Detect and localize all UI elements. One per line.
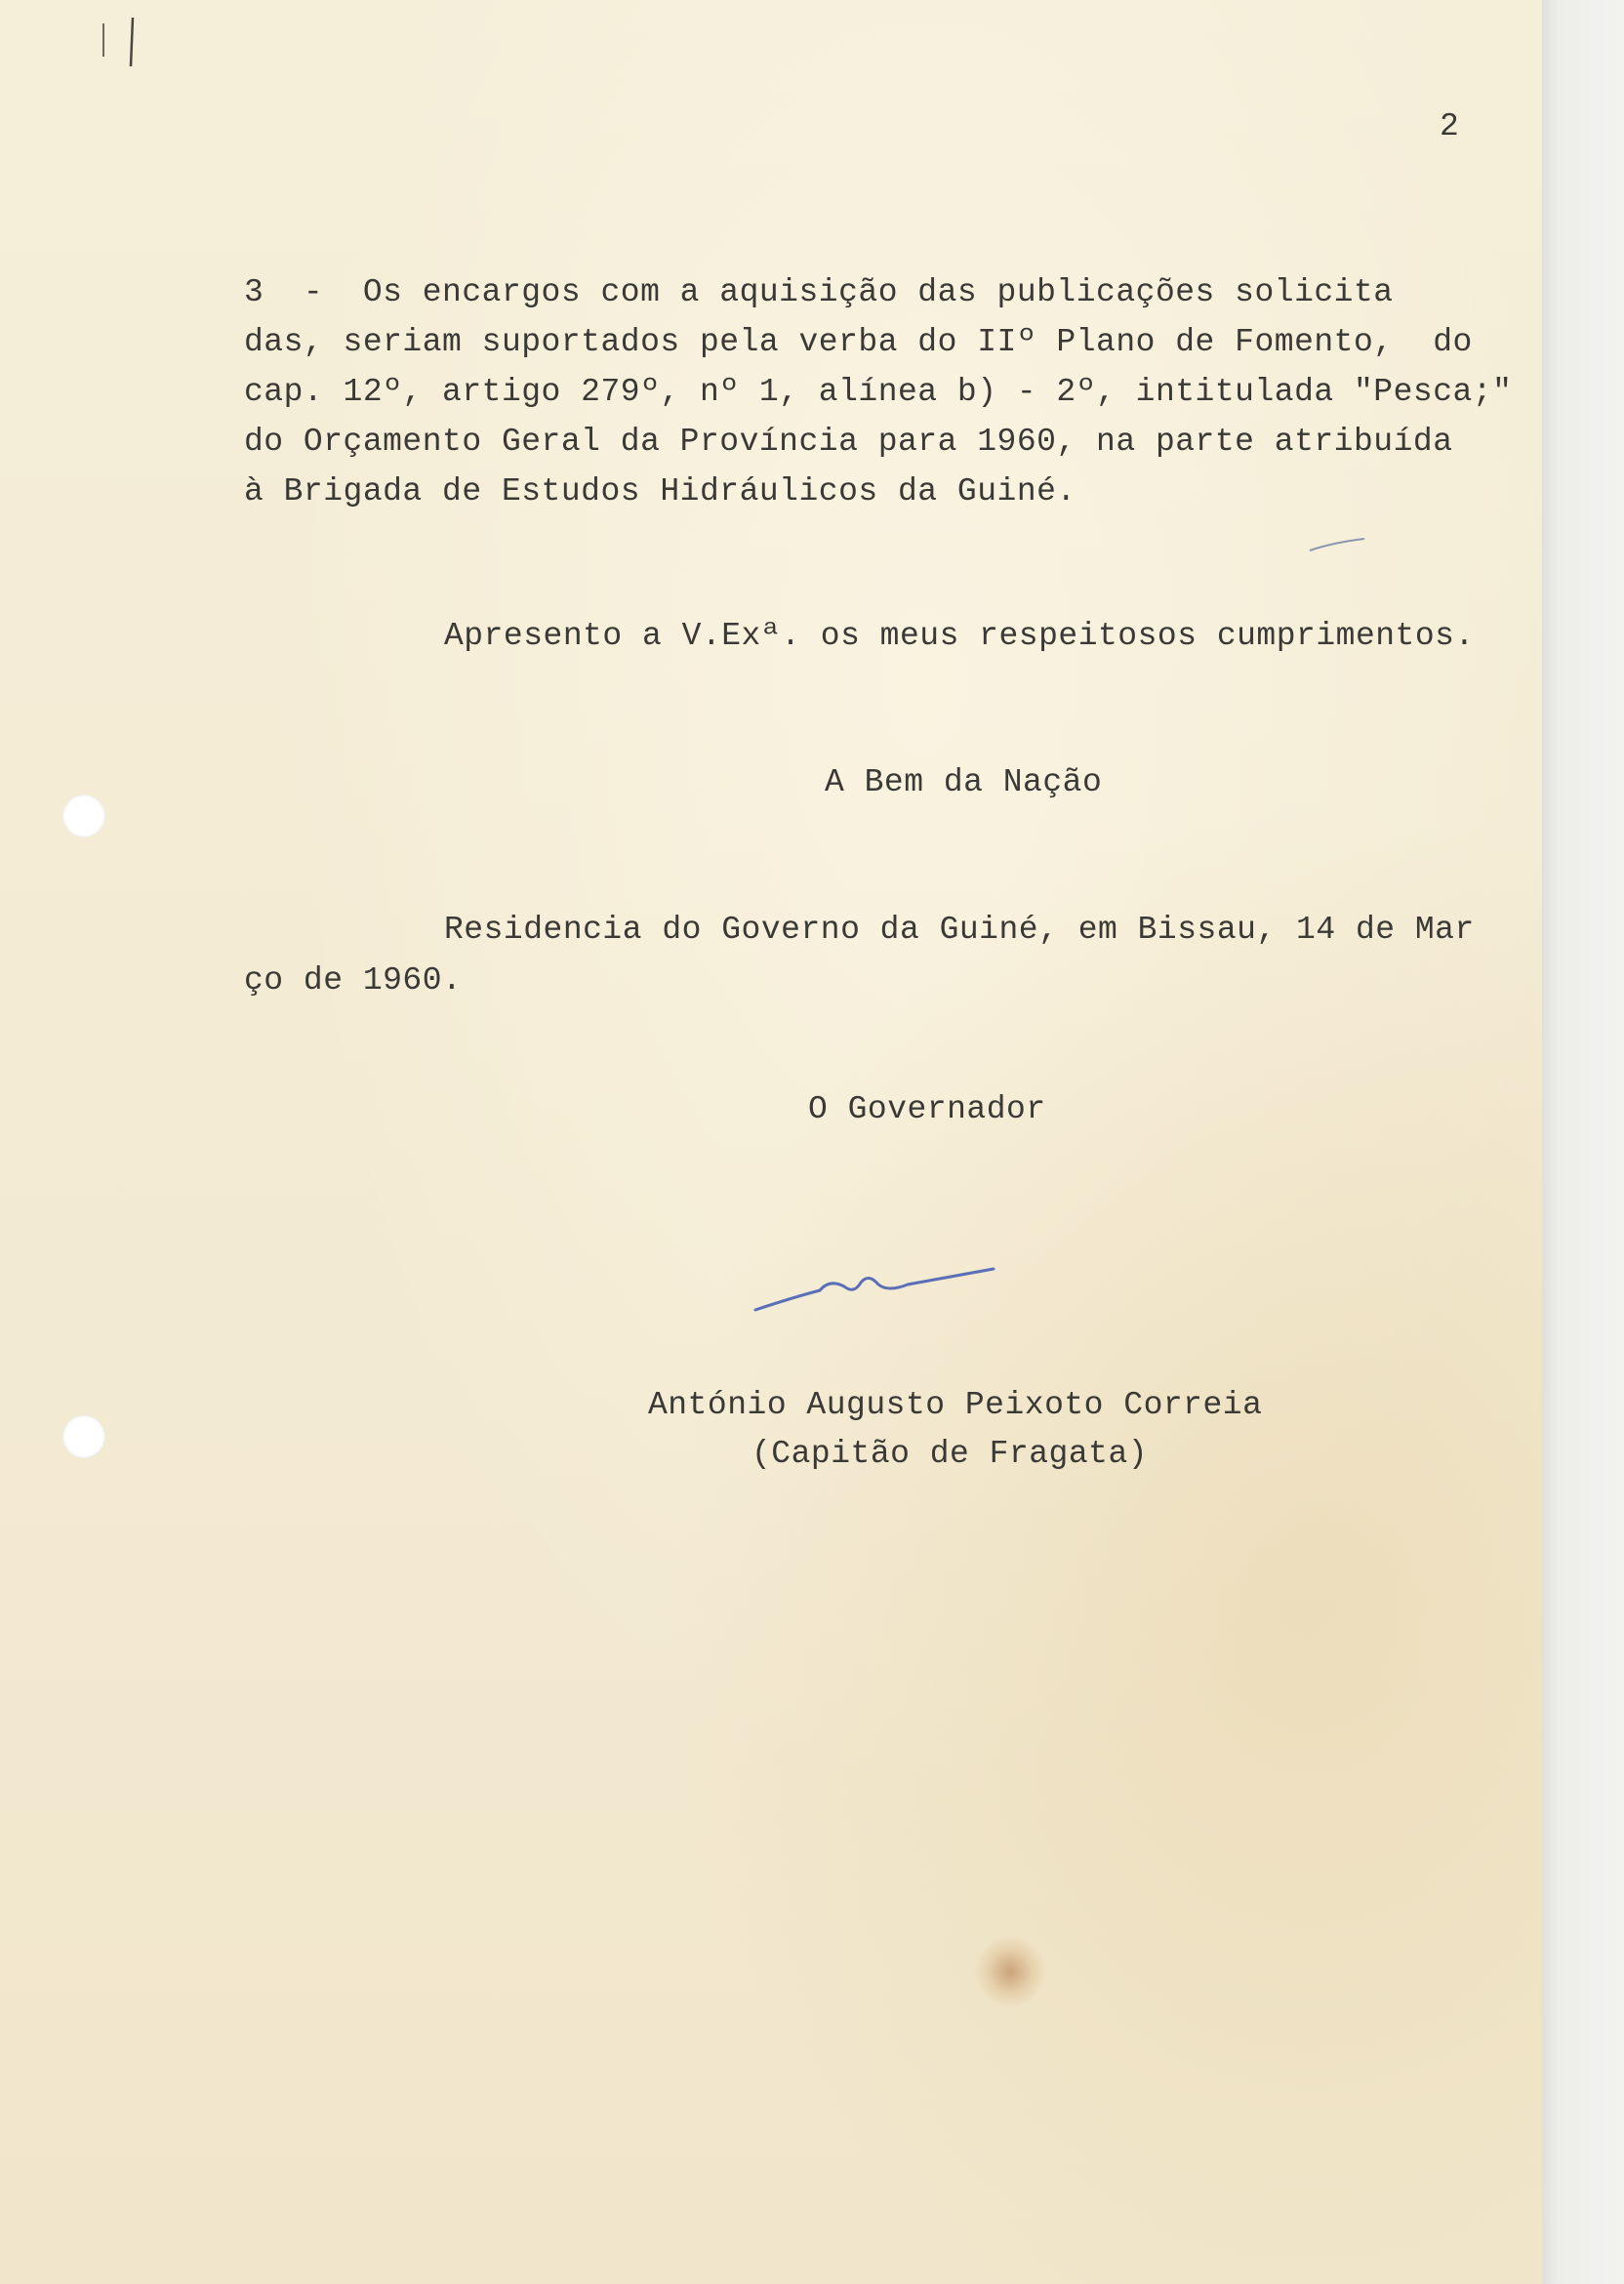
- motto: A Bem da Nação: [825, 764, 1103, 800]
- pen-stroke-mark: [1308, 535, 1366, 554]
- pencil-marks: [98, 10, 137, 68]
- place-date-line: ço de 1960.: [244, 962, 463, 999]
- page-number: 2: [1440, 108, 1460, 144]
- closing-salutation: Apresento a V.Exª. os meus respeitosos cumprimentos.: [444, 618, 1475, 654]
- paragraph-line: das, seriam suportados pela verba do IIº Plano de Fomento, do: [244, 324, 1473, 360]
- punch-hole: [62, 1415, 105, 1458]
- paragraph-line: cap. 12º, artigo 279º, nº 1, alínea b) - 2º, intitulada "Pesca;": [244, 374, 1513, 410]
- signatory-name: António Augusto Peixoto Correia: [648, 1387, 1263, 1423]
- paragraph-line: 3 - Os encargos com a aquisição das publicações solicita: [244, 274, 1394, 310]
- paragraph-line: do Orçamento Geral da Província para 1960, na parte atribuída: [244, 424, 1453, 460]
- punch-hole: [62, 795, 105, 837]
- scan-background-edge: [1542, 0, 1624, 2284]
- signatory-rank: (Capitão de Fragata): [751, 1436, 1149, 1472]
- signatory-role: O Governador: [808, 1091, 1046, 1127]
- paper-stain: [962, 1924, 1057, 2019]
- place-date-line: Residencia do Governo da Guiné, em Bissau, 14 de Mar: [444, 912, 1475, 948]
- paragraph-line: à Brigada de Estudos Hidráulicos da Guiné.: [244, 473, 1076, 510]
- handwritten-signature: [751, 1259, 995, 1318]
